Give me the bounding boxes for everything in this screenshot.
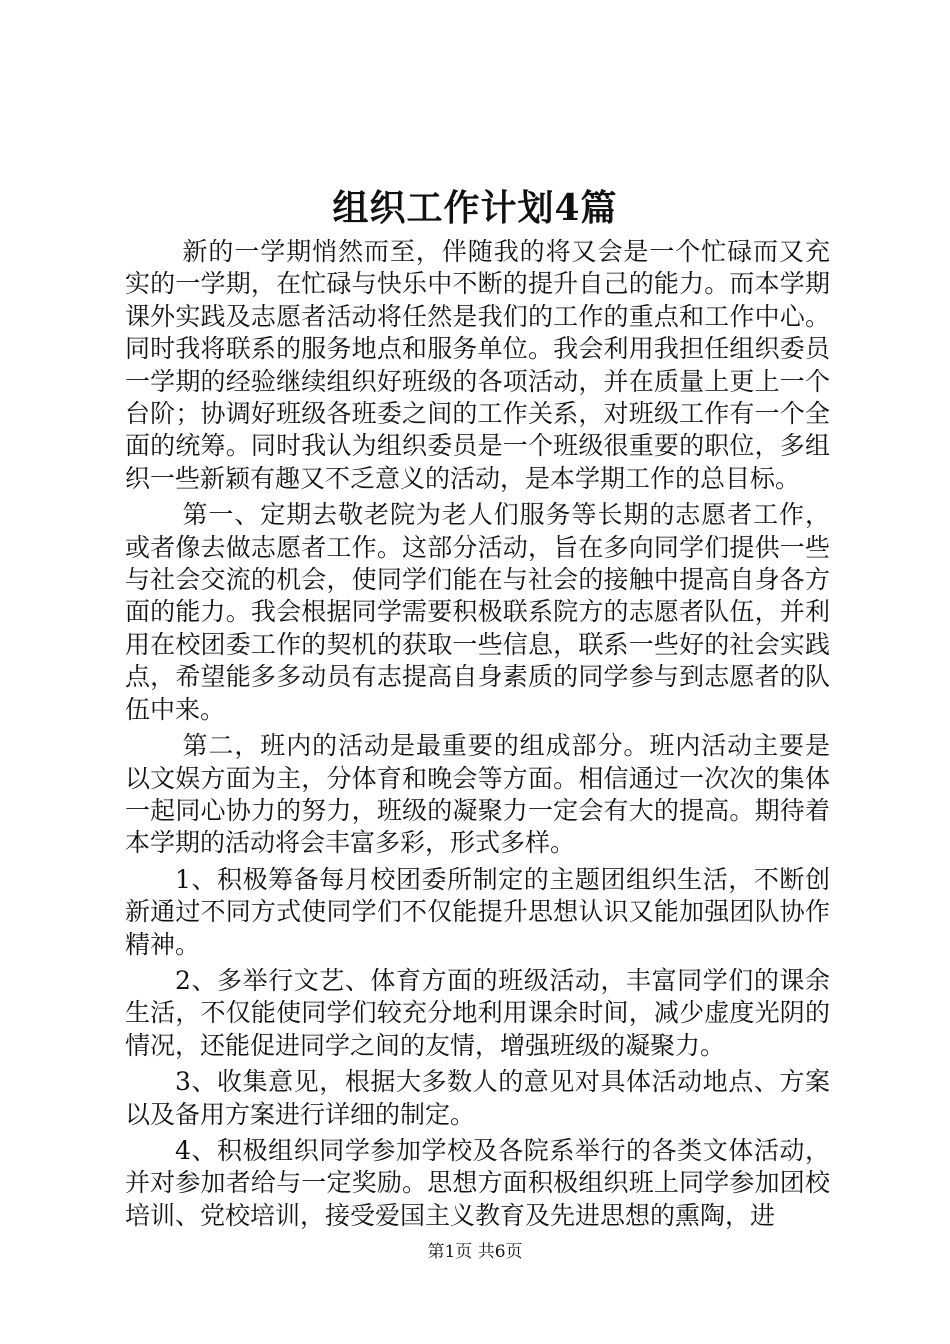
document-body xyxy=(125,236,830,1236)
list-item-4: 4、积极组织同学参加学校及各院系举行的各类文体活动，并对参加者给与一定奖励。思想方面积极组织班上同学参加团校培训、党校培训，接受爱国主义教育及先进思想的熏陶，进 xyxy=(125,1135,830,1230)
page-footer: 第1页 共6页 xyxy=(427,1242,523,1262)
paragraph-second: 第二，班内的活动是最重要的组成部分。班内活动主要是以文娱方面为主，分体育和晚会等方面。相信通过一次次的集体一起同心协力的努力，班级的凝聚力一定会有大的提高。期待着本学期的活动将会丰富多彩，形式多样。 xyxy=(125,731,830,858)
paragraph-first: 第一、定期去敬老院为老人们服务等长期的志愿者工作，或者像去做志愿者工作。这部分活动，旨在多向同学们提供一些与社会交流的机会，使同学们能在与社会的接触中提高自身各方面的能力。我会根据同学需要积极联系院方的志愿者队伍，并利用在校团委工作的契机的获取一些信息，联系一些好的社会实践点，希望能多多动员有志提高自身素质的同学参与到志愿者的队伍中来。 xyxy=(125,500,830,724)
document-title: 组织工作计划4篇 xyxy=(332,187,618,229)
list-item-1: 1、积极筹备每月校团委所制定的主题团组织生活，不断创新通过不同方式使同学们不仅能提升思想认识又能加强团队协作精神。 xyxy=(125,864,830,959)
list-item-3: 3、收集意见，根据大多数人的意见对具体活动地点、方案以及备用方案进行详细的制定。 xyxy=(125,1067,830,1129)
list-item-2: 2、多举行文艺、体育方面的班级活动，丰富同学们的课余生活，不仅能使同学们较充分地利用课余时间，减少虚度光阴的情况，还能促进同学之间的友情，增强班级的凝聚力。 xyxy=(125,965,830,1060)
paragraph-intro: 新的一学期悄然而至，伴随我的将又会是一个忙碌而又充实的一学期，在忙碌与快乐中不断的提升自己的能力。而本学期课外实践及志愿者活动将任然是我们的工作的重点和工作中心。同时我将联系的服务地点和服务单位。我会利用我担任组织委员一学期的经验继续组织好班级的各项活动，并在质量上更上一个台阶；协调好班级各班委之间的工作关系，对班级工作有一个全面的统筹。同时我认为组织委员是一个班级很重要的职位，多组织一些新颖有趣又不乏意义的活动，是本学期工作的总目标。 xyxy=(125,237,830,493)
